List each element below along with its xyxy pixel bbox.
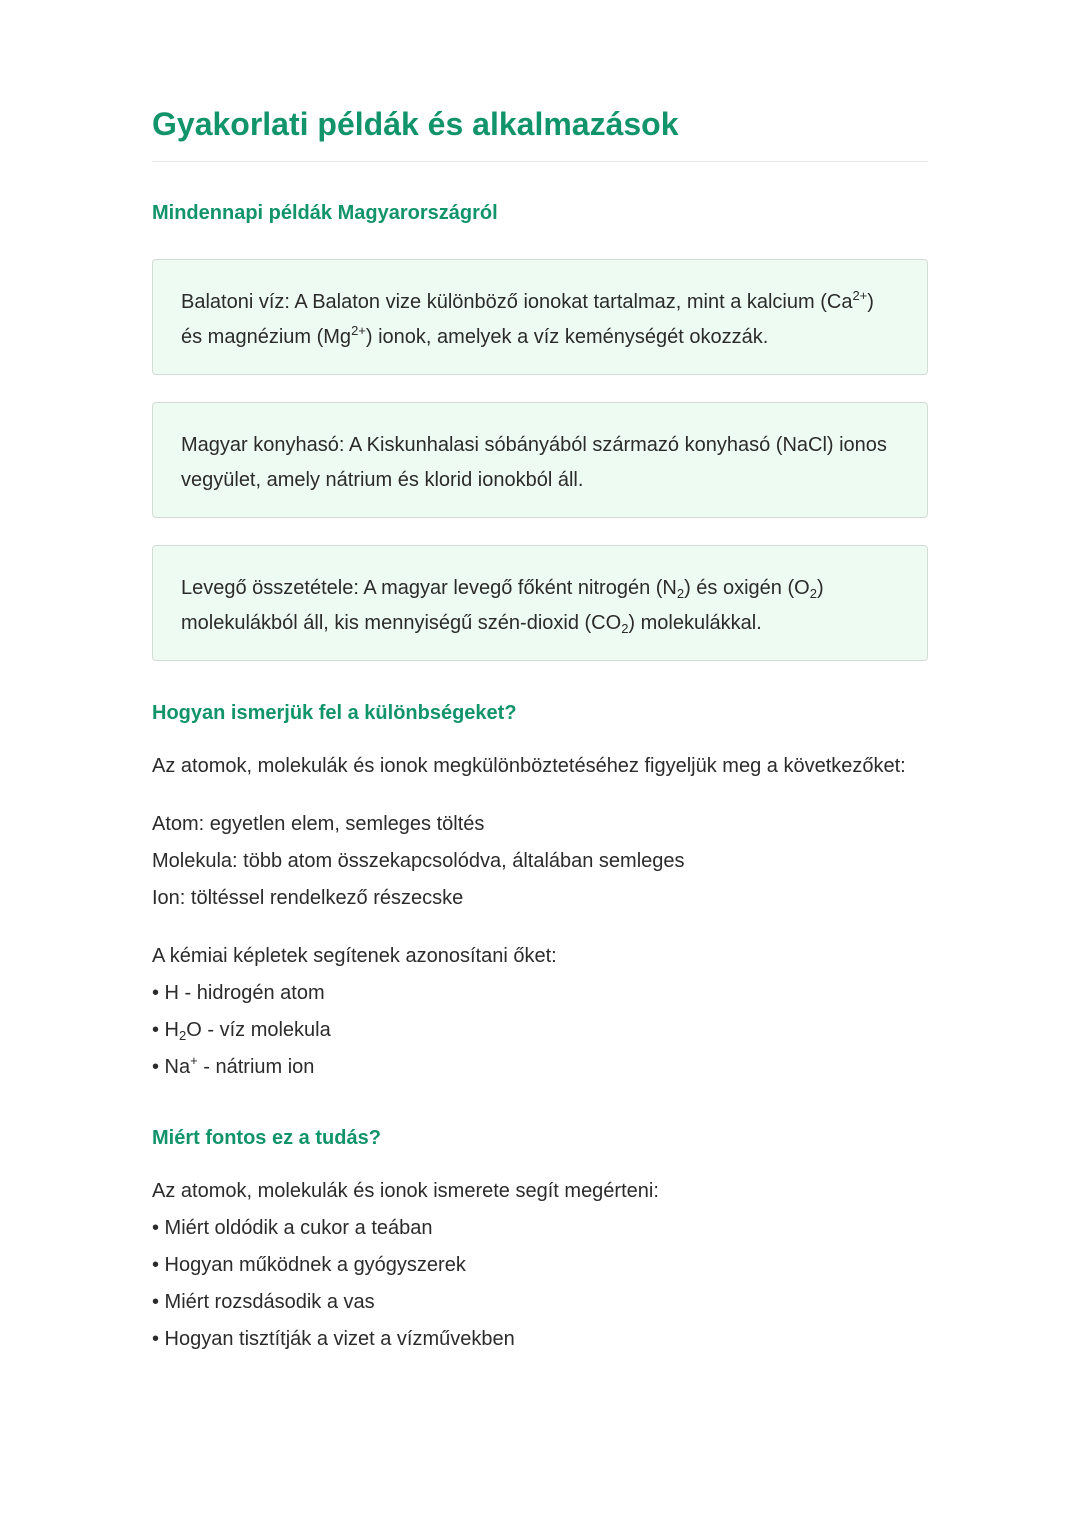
callout-text: ) bbox=[867, 291, 874, 313]
callout-text: Levegő összetétele: A magyar levegő főként nitrogén (N bbox=[181, 577, 677, 599]
callout-text: és magnézium (Mg bbox=[181, 326, 352, 348]
list-item: • Miért rozsdásodik a vas bbox=[152, 1291, 375, 1313]
callout-text: Balatoni víz: A Balaton vize különböző ionokat tartalmaz, mint a kalcium (Ca bbox=[181, 291, 853, 313]
callout-text: Magyar konyhasó: A Kiskunhalasi sóbányából származó konyhasó (NaCl) ionos bbox=[181, 434, 887, 456]
formula-water bbox=[152, 1012, 928, 1049]
definition-ion: Ion: töltéssel rendelkező részecske bbox=[152, 887, 464, 909]
callout-text: vegyület, amely nátrium és klorid ionokból áll. bbox=[181, 469, 584, 491]
formula-hydrogen: • H - hidrogén atom bbox=[152, 982, 325, 1004]
formula-text: • Na bbox=[152, 1056, 191, 1078]
list-item: • Hogyan tisztítják a vizet a vízművekben bbox=[152, 1328, 515, 1350]
formula-text: - nátrium ion bbox=[197, 1056, 315, 1078]
importance-intro: Az atomok, molekulák és ionok ismerete segít megérteni: bbox=[152, 1180, 659, 1202]
subscript-count: 2 bbox=[809, 586, 817, 601]
definitions-list bbox=[152, 806, 928, 917]
page-title: Gyakorlati példák és alkalmazások bbox=[152, 106, 679, 142]
document-content bbox=[152, 100, 928, 1358]
callout-text: ) molekulákkal. bbox=[628, 612, 762, 634]
callout-hungarian-salt bbox=[152, 402, 928, 518]
formula-text: • H bbox=[152, 1019, 180, 1041]
formulas-list bbox=[152, 938, 928, 1086]
section-heading-importance: Miért fontos ez a tudás? bbox=[152, 1127, 381, 1149]
formula-text: O - víz molekula bbox=[186, 1019, 331, 1041]
section-heading-recognize: Hogyan ismerjük fel a különbségeket? bbox=[152, 702, 517, 724]
subscript-count: 2 bbox=[621, 621, 629, 636]
callout-balaton-water bbox=[152, 259, 928, 375]
list-item: • Miért oldódik a cukor a teában bbox=[152, 1217, 433, 1239]
recognize-intro: Az atomok, molekulák és ionok megkülönböztetéséhez figyeljük meg a következőket: bbox=[152, 755, 906, 777]
callout-air-composition bbox=[152, 545, 928, 661]
definition-atom: Atom: egyetlen elem, semleges töltés bbox=[152, 813, 485, 835]
callout-text: ) bbox=[816, 577, 824, 599]
callout-text: molekulákból áll, kis mennyiségű szén-dioxid (CO bbox=[181, 612, 622, 634]
definition-molecule: Molekula: több atom összekapcsolódva, általában semleges bbox=[152, 850, 685, 872]
superscript-charge: 2+ bbox=[351, 323, 366, 338]
list-item: • Hogyan működnek a gyógyszerek bbox=[152, 1254, 466, 1276]
section-heading-examples: Mindennapi példák Magyarországról bbox=[152, 202, 498, 224]
callout-text: ) és oxigén (O bbox=[684, 577, 810, 599]
superscript-charge: + bbox=[190, 1053, 198, 1068]
callout-text: ) ionok, amelyek a víz keménységét okozzák. bbox=[365, 326, 769, 348]
title-divider bbox=[152, 161, 928, 162]
subscript-count: 2 bbox=[179, 1028, 187, 1043]
importance-list bbox=[152, 1173, 928, 1358]
subscript-count: 2 bbox=[676, 586, 685, 601]
formulas-intro: A kémiai képletek segítenek azonosítani őket: bbox=[152, 945, 557, 967]
formula-sodium-ion bbox=[152, 1049, 928, 1086]
superscript-charge: 2+ bbox=[852, 288, 868, 303]
